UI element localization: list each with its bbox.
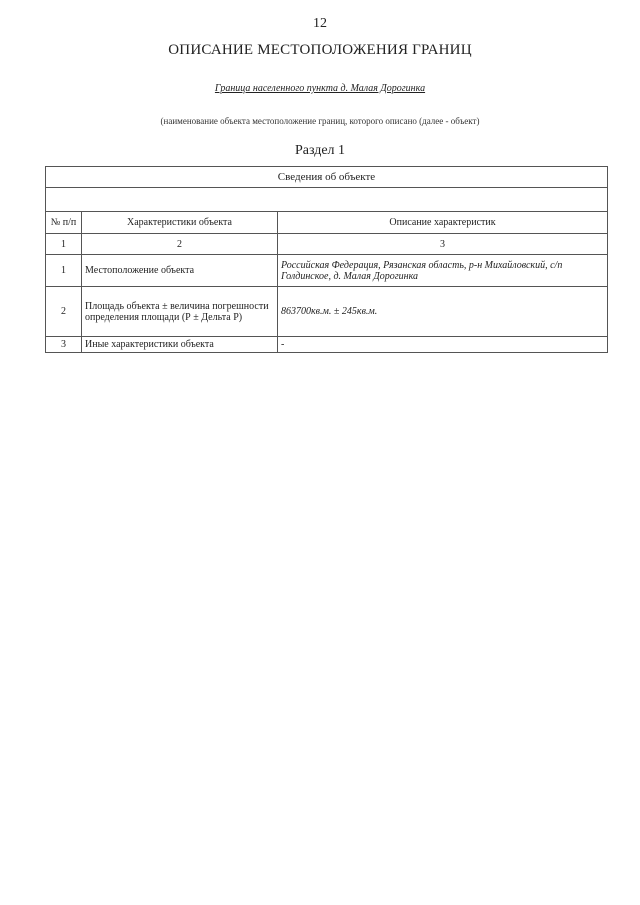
row-description: - [278,337,608,353]
column-number-2: 2 [82,234,278,255]
table-blank-row [46,188,608,212]
table-column-numbers [46,234,608,255]
table-column-headers [46,212,608,234]
column-number-3: 3 [278,234,608,255]
column-header-description: Описание характеристик [278,212,608,234]
object-name-text: Граница населенного пункта д. Малая Дорогинка [214,83,426,94]
row-number: 1 [46,255,82,287]
row-number: 2 [46,287,82,337]
section-title: Раздел 1 [294,143,346,158]
row-characteristic: Местоположение объекта [82,255,278,287]
row-description: 863700кв.м. ± 245кв.м. [278,287,608,337]
object-info-table [45,166,608,353]
row-characteristic: Иные характеристики объекта [82,337,278,353]
page-number: 12 [313,16,327,31]
table-row [46,287,608,337]
table-row [46,337,608,353]
row-description: Российская Федерация, Рязанская область, р-н Михайловский, с/п Голдинское, д. Малая Дорогинка [278,255,608,287]
row-number: 3 [46,337,82,353]
row-characteristic: Площадь объекта ± величина погрешности определения площади (Р ± Дельта Р) [82,287,278,337]
table-row [46,255,608,287]
column-header-characteristic: Характеристики объекта [82,212,278,234]
column-number-1: 1 [46,234,82,255]
object-caption: (наименование объекта местоположение границ, которого описано (далее - объект) [160,116,480,126]
object-name [0,83,640,94]
column-header-number: № п/п [46,212,82,234]
table-header: Сведения об объекте [46,167,608,188]
document-title: ОПИСАНИЕ МЕСТОПОЛОЖЕНИЯ ГРАНИЦ [168,42,472,58]
